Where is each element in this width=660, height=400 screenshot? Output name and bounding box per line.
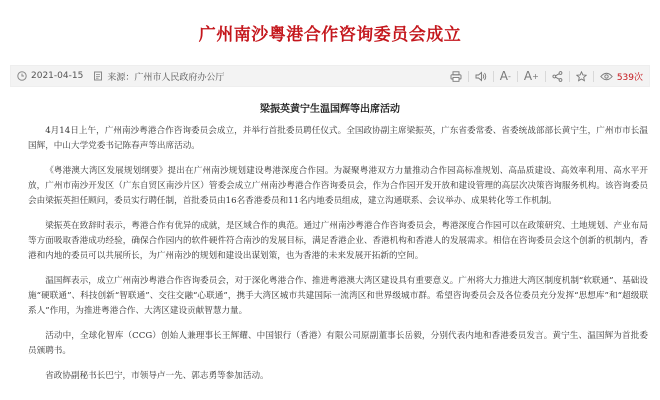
views-count: 539次: [616, 72, 643, 83]
share-icon[interactable]: [550, 66, 565, 86]
font-increase-label: A: [523, 69, 533, 83]
source-icon: [93, 71, 103, 81]
article-subtitle: 梁振英黄宁生温国辉等出席活动: [260, 104, 400, 115]
article-source: 来源：广州市人民政府办公厅: [107, 72, 225, 83]
publish-date: 2021-04-15: [31, 71, 84, 81]
clock-icon: [17, 71, 27, 81]
paragraph: 《粤港澳大湾区发展规划纲要》提出在广州南沙规划建设粤港深度合作园。为凝聚粤港双方力量推动合作园高标准规划、高品质建设、高效率利用、高水平开放，广州市南沙开发区（广东自贸区南沙片区）管委会成立广州南沙粤港合作咨询委员会，作为合作园开发开放和建设管理的高层次决策咨询服务机构。该咨询委员会由梁振英担任顾问，委员实行聘任制，首批委员由16名香港委员和11名内地委员组成，建立沟通联系、会议举办、成果转化等工作机制。: [28, 166, 648, 206]
article-toolbar: [448, 66, 643, 86]
paragraph: 4月14日上午，广州南沙粤港合作咨询委员会成立，并举行首批委员聘任仪式。全国政协副主席梁振英，广东省委常委、省委统战部部长黄宁生，广州市市长温国辉，中山大学党委书记陈春声等出席活动。: [28, 126, 648, 151]
paragraph: 温国辉表示，成立广州南沙粤港合作咨询委员会，对于深化粤港合作、推进粤港澳大湾区建设具有重要意义。广州将大力推进大湾区制度机制“软联通”、基础设施“硬联通”、科技创新“智联通”、交往交融“心联通”，携手大湾区城市共建国际一流湾区和世界级城市群。希望咨询委员会及各位委员充分发挥“思想库”和“超级联系人”作用，为推进粤港合作、大湾区建设贡献智慧力量。: [28, 276, 648, 316]
paragraph: 梁振英在致辞时表示，粤港合作有优异的成就，是区域合作的典范。通过广州南沙粤港合作咨询委员会，粤港深度合作园可以在政策研究、土地规划、产业布局等方面吸取香港成功经验，确保合作园内的软件硬件符合南沙的发展目标，满足香港企业、香港机构和香港人的发展需求。相信在咨询委员会这个创新的机制内，香港和内地的委员可以共展所长，为广州南沙的规划和建设出谋划策，也为香港的未来发展开拓新的空间。: [28, 221, 648, 261]
article-meta-bar: [10, 65, 650, 87]
font-decrease-label: A: [499, 69, 508, 83]
paragraph: 省政协副秘书长巴宁，市领导卢一先、郭志勇等参加活动。: [45, 371, 269, 381]
article-body: [28, 124, 648, 394]
favorite-icon[interactable]: [574, 66, 589, 86]
font-decrease-icon[interactable]: A -: [499, 69, 511, 83]
meta-info: [17, 66, 224, 86]
article-title: 广州南沙粤港合作咨询委员会成立: [198, 25, 462, 45]
print-icon[interactable]: [448, 66, 464, 86]
font-increase-icon[interactable]: A +: [523, 69, 539, 83]
volume-icon[interactable]: [473, 66, 489, 86]
views-eye-icon: [598, 66, 615, 86]
paragraph: 活动中，全球化智库（CCG）创始人兼理事长王辉耀、中国银行（香港）有限公司原副董事长岳毅，分别代表内地和香港委员发言。黄宁生、温国辉为首批委员颁聘书。: [28, 331, 648, 356]
